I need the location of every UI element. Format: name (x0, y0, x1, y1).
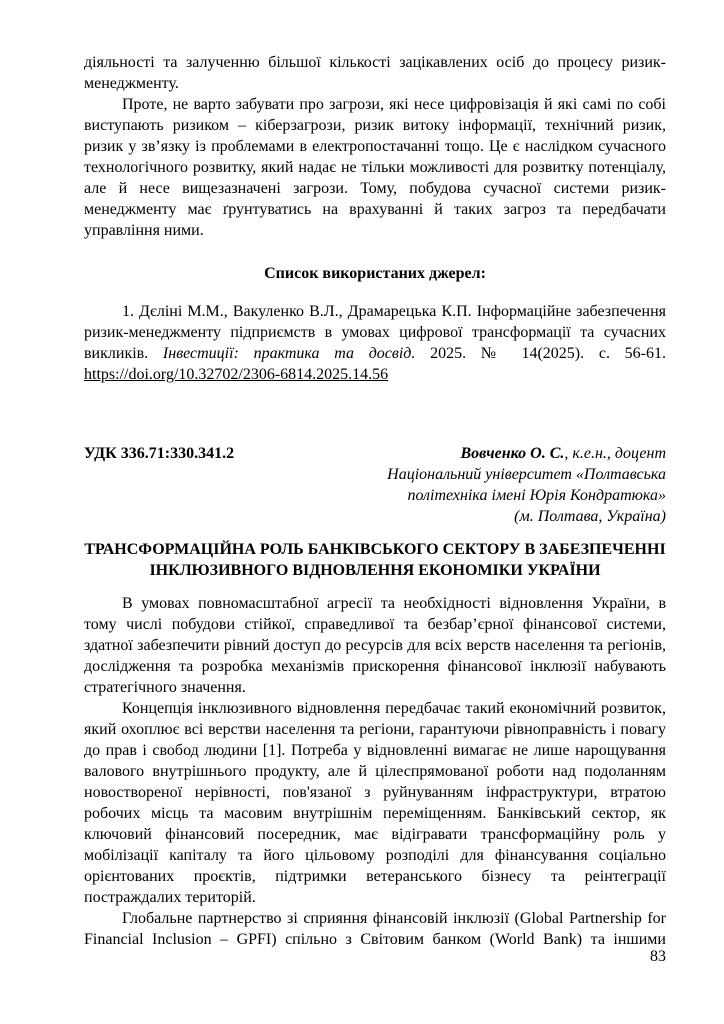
references-heading: Список використаних джерел: (264, 265, 486, 282)
author-line (387, 443, 666, 464)
article-title: ТРАНСФОРМАЦІЙНА РОЛЬ БАНКІВСЬКОГО СЕКТОРУ В ЗАБЕЗПЕЧЕННІ ІНКЛЮЗИВНОГО ВІДНОВЛЕННЯ ЕКОНОМІКИ УКРАЇНИ (84, 541, 666, 579)
body-paragraph-2: Концепція інклюзивного відновлення передбачає такий економічний розвиток, який охоплює всі верстви населення та регіони, гарантуючи рівноправність і повагу до прав і свобод людини [1]. Потреба у відновленні вимагає не лише нарощування валового внутрішнього продукту, але й цілеспрямованої роботи над подоланням новоствореної нерівності, пов'язаної з руйнуванням інфраструктури, втратою робочих місць та масовим внутрішнім переміщенням. Банківський сектор, як ключовий фінансовий посередник, має відігравати трансформаційну роль у мобілізації капіталу та його цільовому розподілі для фінансування соціально орієнтованих проєктів, підтримки ветеранського бізнесу та реінтеграції постраждалих територій. (84, 700, 666, 906)
body-paragraph-3: Глобальне партнерство зі сприяння фінансовій інклюзії (Global Partnership for Financial Inclusion – GPFI) спільно з Світовим банком (World Bank) та іншими (84, 910, 666, 948)
reference-journal-title: Інвестиції: практика та досвід. (162, 345, 416, 362)
author-location: (м. Полтава, Україна) (514, 508, 666, 525)
udc-code: УДК 336.71:330.341.2 (84, 445, 235, 462)
author-block (387, 443, 666, 527)
page-number: 83 (650, 948, 666, 965)
udc-author-row (84, 443, 666, 527)
paragraph-threats: Проте, не варто забувати про загрози, які несе цифровізація й які самі по собі виступають ризиком – кіберзагрози, ризик витоку інформації, технічний ризик, ризик у зв’язку із проблемами в електропостачанні тощо. Це є наслідком сучасного технологічного розвитку, який надає не тільки можливості для розвитку потенціалу, але й несе вищезазначені загрози. Тому, побудова сучасної системи ризик-менеджменту має ґрунтуватись на врахуванні й таких загроз та передбачати управління ними. (84, 96, 666, 239)
reference-item (84, 301, 666, 385)
author-name: Вовченко О. С. (460, 445, 565, 462)
author-degree: , к.е.н., доцент (564, 445, 666, 462)
affiliation-line-1: Національний університет «Полтавська (387, 466, 666, 483)
paragraph-continuation: діяльності та залученню більшої кількості зацікавлених осіб до процесу ризик-менеджменту. (84, 54, 666, 92)
doi-link[interactable]: https://doi.org/10.32702/2306-6814.2025.14.56 (84, 366, 389, 383)
affiliation-line-2: політехніка імені Юрія Кондратюка» (407, 487, 666, 504)
reference-text-middle: 2025. № 14(2025). с. 56-61. (415, 345, 666, 362)
reference-text-prefix: 1. Дєліні М.М., Вакуленко В.Л., Драмарецька К.П. Інформаційне забезпечення ризик-менеджменту підприємств в умовах цифрової трансформації та сучасних викликів. (84, 303, 666, 362)
body-paragraph-1: В умовах повномасштабної агресії та необхідності відновлення України, в тому числі побудови стійкої, справедливої та безбар’єрної фінансової системи, здатної забезпечити рівний доступ до ресурсів для всіх верств населення та регіонів, дослідження та розробка механізмів прискорення фінансової інклюзії набувають стратегічного значення. (84, 595, 666, 696)
